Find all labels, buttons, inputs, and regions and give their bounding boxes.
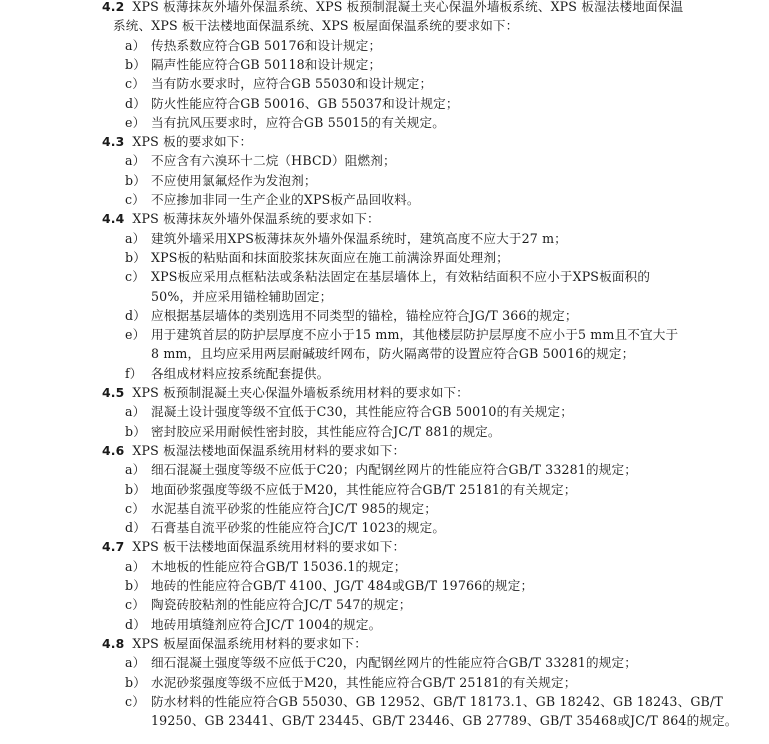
list-item-text: 密封胶应采用耐候性密封胶，其性能应符合JC/T 881的规定。 (151, 423, 501, 439)
list-item-text: 传热系数应符合GB 50176和设计规定； (151, 37, 382, 53)
section-heading (102, 209, 380, 228)
list-item-text: 19250、GB 23441、GB/T 23445、GB/T 23446、GB 27789、GB/T 35468或JC/T 864的规定。 (151, 713, 738, 729)
list-item (125, 325, 678, 344)
list-item-marker: b） (125, 481, 146, 497)
list-item (125, 595, 411, 614)
section-number: 4.8 (102, 635, 125, 651)
list-item-text: XPS板的粘贴面和抹面胶浆抹灰面应在施工前满涂界面处理剂； (151, 249, 509, 265)
section-title-text: XPS 板预制混凝土夹心保温外墙板系统用材料的要求如下： (132, 385, 469, 400)
section-number: 4.3 (102, 134, 125, 150)
list-item (125, 113, 445, 132)
list-item-marker: c） (125, 693, 145, 709)
list-item-text: 用于建筑首层的防护层厚度不应小于15 mm，其他楼层防护层厚度不应小于5 mm且不宜大于 (151, 327, 679, 343)
section-number: 4.2 (102, 0, 125, 14)
list-item-marker: a） (125, 37, 146, 53)
list-item-marker: c） (125, 597, 145, 613)
list-item (125, 151, 396, 170)
section-heading (102, 0, 683, 16)
section-title-text: XPS 板湿法楼地面保温系统用材料的要求如下： (132, 442, 406, 458)
list-item (125, 94, 459, 113)
list-item-text: 细石混凝土强度等级不应低于C20；内配钢丝网片的性能应符合GB/T 33281的规定； (151, 462, 637, 478)
list-item-text: 水泥基自流平砂浆的性能应符合JC/T 985的规定； (151, 500, 437, 516)
list-item-text: 各组成材料应按系统配套提供。 (151, 365, 330, 381)
list-item-continuation (151, 711, 738, 730)
section-number: 4.7 (102, 539, 125, 555)
list-item (125, 615, 381, 634)
list-item (125, 248, 509, 267)
list-item (125, 460, 637, 479)
section-heading (102, 383, 469, 402)
list-item-marker: d） (125, 616, 146, 632)
list-item (125, 171, 317, 190)
list-item-text: 防火性能应符合GB 50016、GB 55037和设计规定； (151, 95, 459, 111)
list-item-marker: b） (125, 249, 146, 265)
list-item-text: 8 mm，且均应采用两层耐碱玻纤网布，防火隔离带的设置应符合GB 50016的规定； (151, 346, 635, 362)
list-item-marker: c） (125, 269, 145, 285)
section-title-text: XPS 板干法楼地面保温系统用材料的要求如下： (132, 539, 406, 555)
list-item-text: 防水材料的性能应符合GB 55030、GB 12952、GB/T 18173.1、GB 18242、GB 18243、GB/T (151, 693, 723, 709)
list-item-text: 当有抗风压要求时，应符合GB 55015的有关规定。 (151, 114, 445, 130)
list-item-marker: b） (125, 674, 146, 690)
list-item-marker: a） (125, 230, 146, 246)
section-number: 4.5 (102, 385, 125, 400)
list-item (125, 692, 723, 711)
list-item-marker: d） (125, 95, 146, 111)
list-item-text: 地面砂浆强度等级不应低于M20，其性能应符合GB/T 25181的有关规定； (151, 481, 577, 497)
list-item-marker: b） (125, 578, 146, 593)
list-item-text: 应根据基层墙体的类别选用不同类型的锚栓，锚栓应符合JG/T 366的规定； (151, 307, 578, 323)
list-item-marker: d） (125, 520, 146, 536)
list-item (125, 518, 445, 537)
list-item (125, 576, 533, 595)
list-item (125, 364, 329, 383)
list-item-marker: f） (125, 365, 143, 381)
list-item (125, 557, 407, 576)
list-item-text: 不应使用氯氟烃作为发泡剂； (151, 172, 317, 188)
list-item (125, 36, 381, 55)
list-item (125, 653, 637, 672)
list-item-text: 石膏基自流平砂浆的性能应符合JC/T 1023的规定。 (151, 520, 446, 536)
list-item-text: 木地板的性能应符合GB/T 15036.1的规定； (151, 558, 407, 574)
list-item-marker: a） (125, 462, 146, 478)
list-item-marker: c） (125, 500, 145, 516)
list-item-text: 细石混凝土强度等级不应低于C20，内配钢丝网片的性能应符合GB/T 33281的规定； (151, 655, 637, 671)
section-heading (102, 441, 405, 460)
list-item-marker: a） (125, 153, 146, 169)
list-item-marker: a） (125, 404, 146, 420)
section-number: 4.4 (102, 211, 125, 227)
list-item-marker: b） (125, 423, 146, 439)
list-item-text: 当有防水要求时，应符合GB 55030和设计规定； (151, 76, 433, 92)
section-title-text: 系统、XPS 板干法楼地面保温系统、XPS 板屋面保温系统的要求如下： (113, 18, 519, 34)
section-number: 4.6 (102, 442, 125, 458)
list-item (125, 229, 567, 248)
list-item-marker: e） (125, 327, 146, 343)
section-heading (102, 537, 405, 556)
list-item-text: 50%，并应采用锚栓辅助固定； (151, 288, 333, 304)
list-item-text: 隔声性能应符合GB 50118和设计规定； (151, 56, 382, 72)
section-title-text: XPS 板薄抹灰外墙外保温系统的要求如下： (132, 211, 380, 227)
list-item-marker: c） (125, 192, 145, 207)
section-heading (102, 132, 252, 151)
section-heading-continuation (113, 16, 518, 35)
section-title-text: XPS 板薄抹灰外墙外保温系统、XPS 板预制混凝土夹心保温外墙板系统、XPS 板湿法楼地面保温 (132, 0, 684, 14)
list-item-text: XPS板应采用点框粘法或条粘法固定在基层墙体上，有效粘结面积不应小于XPS板面积的 (151, 269, 651, 285)
list-item-marker: b） (125, 172, 146, 188)
list-item-text: 水泥砂浆强度等级不应低于M20，其性能应符合GB/T 25181的有关规定； (151, 674, 577, 690)
list-item (125, 267, 650, 286)
section-title-text: XPS 板屋面保温系统用材料的要求如下： (132, 635, 367, 651)
list-item-marker: a） (125, 655, 146, 671)
list-item-text: 建筑外墙采用XPS板薄抹灰外墙外保温系统时，建筑高度不应大于27 m； (151, 230, 567, 246)
list-item (125, 402, 573, 421)
list-item-text: 混凝土设计强度等级不宜低于C30，其性能应符合GB 50010的有关规定； (151, 404, 574, 420)
list-item-text: 不应含有六溴环十二烷（HBCD）阻燃剂； (151, 153, 396, 169)
list-item-marker: c） (125, 76, 145, 92)
list-item-marker: a） (125, 558, 146, 574)
list-item (125, 480, 577, 499)
list-item (125, 74, 432, 93)
section-title-text: XPS 板的要求如下： (132, 134, 253, 150)
list-item-text: 陶瓷砖胶粘剂的性能应符合JC/T 547的规定； (151, 597, 412, 613)
list-item (125, 190, 420, 209)
list-item-marker: e） (125, 114, 146, 130)
list-item-continuation (151, 344, 634, 363)
list-item (125, 306, 578, 325)
list-item-text: 不应掺加非同一生产企业的XPS板产品回收料。 (151, 192, 420, 207)
section-heading (102, 634, 367, 653)
list-item (125, 422, 501, 441)
list-item-marker: d） (125, 307, 146, 323)
list-item (125, 55, 381, 74)
list-item (125, 499, 437, 518)
list-item-continuation (151, 287, 332, 306)
list-item-text: 地砖的性能应符合GB/T 4100、JG/T 484或GB/T 19766的规定； (151, 578, 534, 593)
list-item-text: 地砖用填缝剂应符合JC/T 1004的规定。 (151, 616, 382, 632)
list-item-marker: b） (125, 56, 146, 72)
list-item (125, 673, 577, 692)
